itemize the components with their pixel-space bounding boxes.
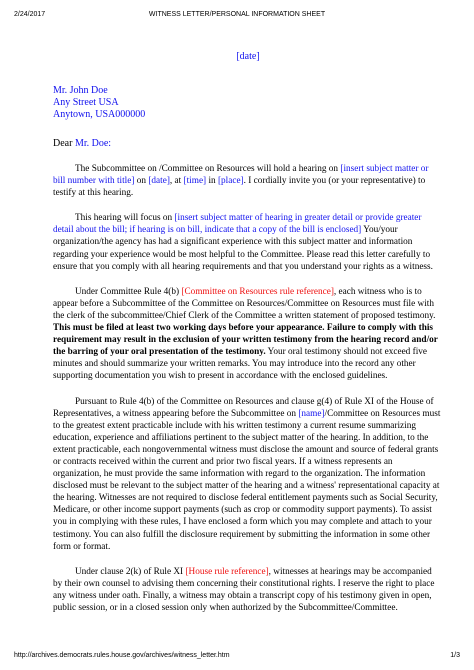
text-run: Pursuant to Rule 4(b) of the Committee on Resources and clause g(4) of Rule XI of the House of Representatives, a witness appearing before the Subcommittee on <box>53 396 434 419</box>
paragraph-hearing-notice <box>53 163 443 199</box>
paragraph-committee-rule <box>53 286 443 383</box>
bold-warning: This must be filed at least two working days before your appearance. Failure to comply with this requirement may result in the exclusion of your written testimony from the hearing record and/or the barring of your oral presentation of the testimony. <box>53 323 438 358</box>
recipient-address <box>53 85 443 121</box>
paragraph-disclosure <box>53 396 443 553</box>
address-line: Any Street USA <box>53 97 119 108</box>
text-run: , witnesses at hearings may be accompanied by their own counsel to advising them concerning their constitutional rights. I reserve the right to place any witness under oath. Finally, a witness may obtain a transcript copy of his testimony given in open, public session, or in a closed session only when authorized by the Subcommittee/Committee. <box>53 566 435 613</box>
print-title: WITNESS LETTER/PERSONAL INFORMATION SHEET <box>148 11 326 18</box>
page-number: 1/3 <box>450 652 460 659</box>
text-run: Your oral testimony should not exceed five minutes and should summarize your written remarks. You may introduce into the record any other supporting documentation you wish to present in accordance with the enclosed guidelines. <box>53 347 427 382</box>
date-placeholder: [date] <box>236 51 260 62</box>
text-run: This hearing will focus on <box>75 213 175 224</box>
text-run: The Subcommittee on /Committee on Resources will hold a hearing on <box>75 164 341 174</box>
field-placeholder: [insert subject matter of hearing in greater detail or provide greater detail about the bill; if hearing is on bill, indicate that a copy of the bill is enclosed] <box>53 213 422 236</box>
text-run: . I cordially invite you (or your representative) to testify at this hearing. <box>53 176 426 199</box>
text-run: Under clause 2(k) of Rule XI <box>75 566 186 577</box>
paragraph-counsel <box>53 566 443 614</box>
rule-reference: [House rule reference] <box>185 566 269 577</box>
address-line: Anytown, USA000000 <box>53 109 146 120</box>
field-placeholder: [insert subject matter or bill number with title] <box>53 164 429 187</box>
field-placeholder: [name] <box>298 408 325 419</box>
text-run: You/your organization/the agency has had a significant experience with this subject matter and information regarding your experience would be most helpful to the Committee. Please read this letter carefully to ensure that you comply with all hearing requirements and that you understand your rights as a witness. <box>53 225 433 272</box>
paragraph-hearing-focus <box>53 212 443 272</box>
rule-reference: [Committee on Resources rule reference] <box>181 286 334 297</box>
text-run: /Committee on Resources must to the greatest extent practicable include with his written testimony a current resume summarizing education, experience and affiliations pertinent to the subject matter of the hearing. In addition, to the extent practicable, each nongovernmental witness must disclose the amount and source of federal grants or contracts received within the current and prior two fiscal years. If a witness represents an organization, he must provide the same information with regard to the organization. The information disclosed must be relevant to the subject matter of the hearing and a witness' representational capacity at the hearing. Witnesses are not required to disclose federal entitlement payments such as Social Security, Medicare, or other income support payments (such as crop or commodity support payments). To assist you in complying with these rules, I have enclosed a form which you may complete and attach to your testimony. You can also fulfill the disclosure requirement by submitting the information in some other form or format. <box>53 408 441 552</box>
text-run: , at <box>169 176 184 187</box>
source-url: http://archives.democrats.rules.house.gov/archives/witness_letter.htm <box>14 652 230 659</box>
salutation-prefix: Dear <box>53 138 75 149</box>
text-run: on <box>134 176 149 187</box>
print-footer <box>14 650 460 662</box>
salutation <box>53 137 443 150</box>
salutation-name: Mr. Doe: <box>74 138 112 149</box>
field-placeholder: [time] <box>183 176 207 187</box>
text-run: , each witness who is to appear before a Subcommittee of the Committee on Resources/Committee on Resources must file with the clerk of the subcommittee/Chief Clerk of the Committee a written statement of proposed testimony. <box>53 286 436 321</box>
field-placeholder: [place] <box>217 176 244 187</box>
print-date: 2/24/2017 <box>14 11 46 18</box>
field-placeholder: [date] <box>148 176 170 187</box>
text-run: in <box>206 176 218 187</box>
address-line: Mr. John Doe <box>53 85 108 96</box>
print-header <box>14 9 460 21</box>
text-run: Under Committee Rule 4(b) <box>75 286 182 297</box>
letter-body <box>53 50 443 614</box>
